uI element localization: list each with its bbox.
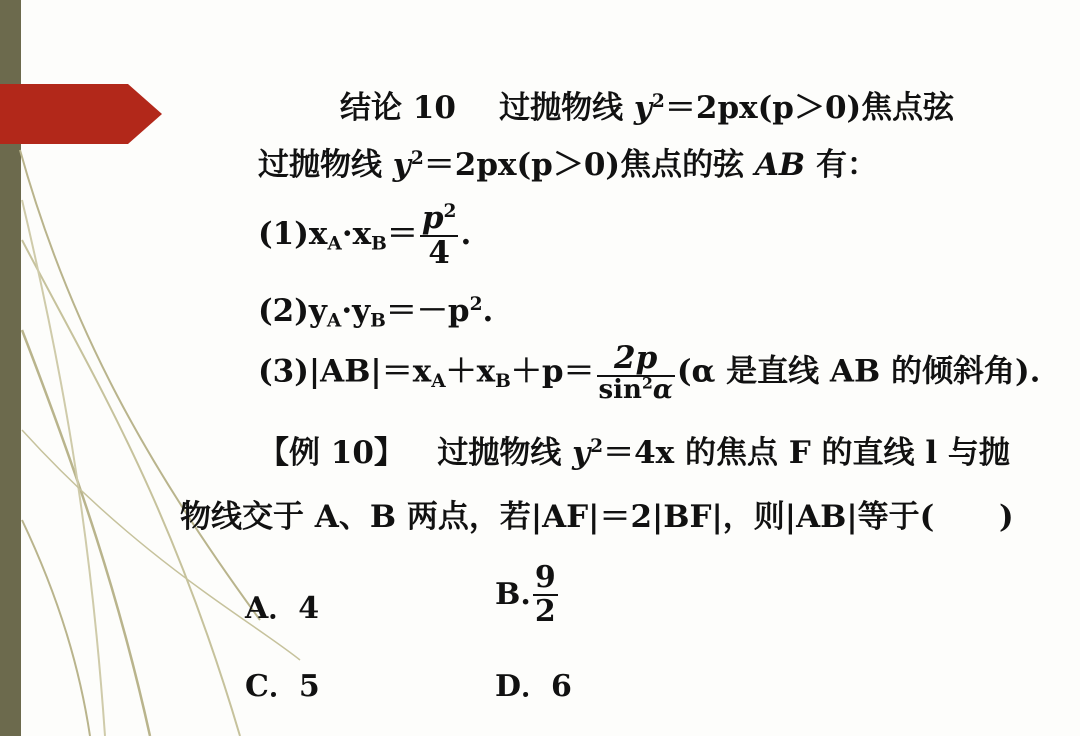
option-a[interactable]: A．4 xyxy=(245,591,320,626)
option-c[interactable]: C．5 xyxy=(245,669,320,704)
conclusion-label: 结论 10 xyxy=(340,90,456,126)
example-label: 【例 10】 xyxy=(258,435,405,471)
arrow-banner xyxy=(0,84,165,146)
item-3: $(3)|AB|=x_A+x_B+p=$ $\frac{2p}{\sin^2\alpha}$ (α 是直线 AB 的倾斜角). xyxy=(258,340,1041,405)
fraction: $\frac{2p}{\sin^2\alpha}$ xyxy=(598,340,673,405)
example-line-2: 物线交于 A、B 两点，若|AF|＝2|BF|，则|AB|等于( ) xyxy=(180,499,1014,535)
fraction: $\frac{p^2}{4}$ xyxy=(421,200,457,271)
item-1: $(1)x_A\cdot x_B=$ $\frac{p^2}{4}$ . xyxy=(258,200,472,271)
option-b[interactable]: B. $\frac{9}{2}$ xyxy=(495,560,556,629)
conclusion-heading: 结论 10 过抛物线 $y^2=2px(p>0)$焦点弦 xyxy=(340,90,955,126)
fraction: $\frac{9}{2}$ xyxy=(534,560,556,629)
statement: 过抛物线 $y^2=2px(p>0)$焦点的弦 AB 有： xyxy=(258,147,878,183)
example-line-1: 【例 10】 过抛物线 $y^2=4x$ 的焦点 F 的直线 l 与抛 xyxy=(258,435,1010,471)
item-2: $(2)y_A\cdot y_B=-p^2$. xyxy=(258,293,494,332)
option-d[interactable]: D．6 xyxy=(495,669,572,704)
